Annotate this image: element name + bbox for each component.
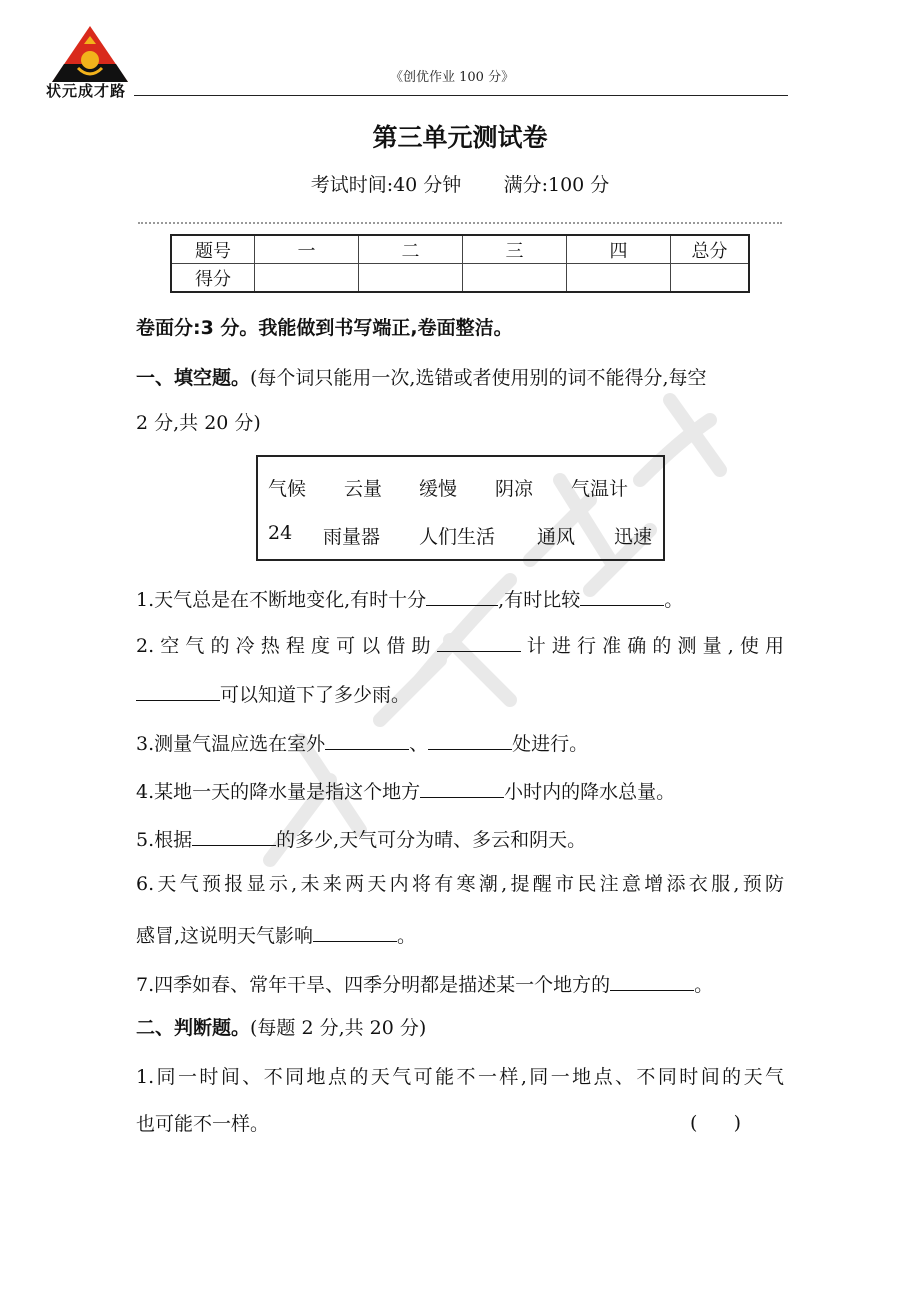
score-header-cell: 一 (255, 235, 359, 264)
word-item: 气候 (268, 478, 307, 500)
logo-text: 状元成才路 (46, 82, 127, 100)
answer-parentheses[interactable]: ( ) (690, 1112, 742, 1134)
question-3 (136, 729, 588, 756)
neatness-note: 卷面分:3 分。我能做到书写端正,卷面整洁。 (136, 317, 513, 339)
word-item: 缓慢 (419, 478, 458, 500)
answer-blank[interactable] (313, 921, 397, 942)
question-text: 。 (694, 974, 714, 996)
question-text: 感冒,这说明天气影响 (136, 925, 314, 947)
section2-instruction: (每题 2 分,共 20 分) (250, 1017, 427, 1039)
question-4 (136, 777, 675, 804)
score-cell (463, 264, 567, 293)
score-cell (255, 264, 359, 293)
word-item: 阴凉 (495, 478, 534, 500)
score-row-label: 得分 (171, 264, 255, 293)
question-text: 的多少,天气可分为晴、多云和阴天。 (276, 829, 587, 851)
section2-heading: 二、判断题。 (136, 1017, 251, 1039)
section1-instruction-cont: 2 分,共 20 分) (136, 412, 261, 434)
exam-info (0, 170, 920, 197)
header-rule (134, 95, 788, 96)
score-header-cell: 二 (359, 235, 463, 264)
question-text: 、 (409, 733, 429, 755)
full-score: 满分:100 分 (503, 174, 610, 196)
score-header-row (171, 235, 749, 264)
section1-instruction: (每个词只能用一次,选错或者使用别的词不能得分,每空 (250, 367, 707, 389)
question-text: 2.空气的冷热程度可以借助 (136, 635, 437, 657)
judge-question-1: 1.同一时间、不同地点的天气可能不一样,同一地点、不同时间的天气 (136, 1066, 784, 1088)
section1-heading: 一、填空题。 (136, 367, 251, 389)
series-name: 《创优作业 100 分》 (390, 70, 515, 85)
section2-heading-line (136, 1017, 426, 1040)
section1-heading-line (136, 367, 707, 390)
question-text: 。 (664, 589, 684, 611)
word-bank (256, 455, 665, 561)
question-text: 可以知道下了多少雨。 (220, 684, 411, 706)
question-text: 3.测量气温应选在室外 (136, 733, 326, 755)
question-2-cont (136, 680, 410, 707)
word-item: 气温计 (571, 478, 629, 500)
word-item: 云量 (344, 478, 383, 500)
question-text: 。 (397, 925, 417, 947)
word-item: 迅速 (614, 526, 653, 548)
question-2 (136, 631, 784, 658)
judge-question-1-cont: 也可能不一样。 (136, 1113, 270, 1135)
score-cell (567, 264, 671, 293)
word-item: 24 (268, 522, 293, 544)
question-text: 小时内的降水总量。 (504, 781, 676, 803)
question-text: 1.天气总是在不断地变化,有时十分 (136, 589, 427, 611)
score-header-cell: 三 (463, 235, 567, 264)
word-item: 雨量器 (323, 526, 381, 548)
score-table (170, 234, 750, 293)
question-7 (136, 970, 713, 997)
answer-blank[interactable] (136, 680, 220, 701)
exam-time: 考试时间:40 分钟 (310, 174, 462, 196)
question-text: 计进行准确的测量,使用 (520, 635, 784, 657)
word-item: 通风 (537, 526, 576, 548)
question-text: ,有时比较 (498, 589, 581, 611)
answer-blank[interactable] (428, 729, 512, 750)
score-header-cell: 总分 (671, 235, 750, 264)
answer-blank[interactable] (325, 729, 409, 750)
question-text: 处进行。 (512, 733, 589, 755)
question-text: 4.某地一天的降水量是指这个地方 (136, 781, 421, 803)
question-6-cont (136, 921, 416, 948)
answer-blank[interactable] (420, 777, 504, 798)
question-text: 5.根据 (136, 829, 193, 851)
answer-blank[interactable] (610, 970, 694, 991)
dotted-divider (138, 222, 782, 224)
page-title: 第三单元测试卷 (372, 123, 548, 152)
answer-blank[interactable] (192, 825, 276, 846)
score-cell (359, 264, 463, 293)
question-1 (136, 585, 683, 612)
answer-blank[interactable] (580, 585, 664, 606)
score-header-cell: 题号 (171, 235, 255, 264)
answer-blank[interactable] (437, 631, 521, 652)
answer-blank[interactable] (426, 585, 498, 606)
question-6: 6.天气预报显示,未来两天内将有寒潮,提醒市民注意增添衣服,预防 (136, 873, 784, 895)
question-5 (136, 825, 586, 852)
word-item: 人们生活 (419, 526, 496, 548)
score-value-row (171, 264, 749, 293)
score-header-cell: 四 (567, 235, 671, 264)
score-cell (671, 264, 750, 293)
question-text: 7.四季如春、常年干旱、四季分明都是描述某一个地方的 (136, 974, 611, 996)
